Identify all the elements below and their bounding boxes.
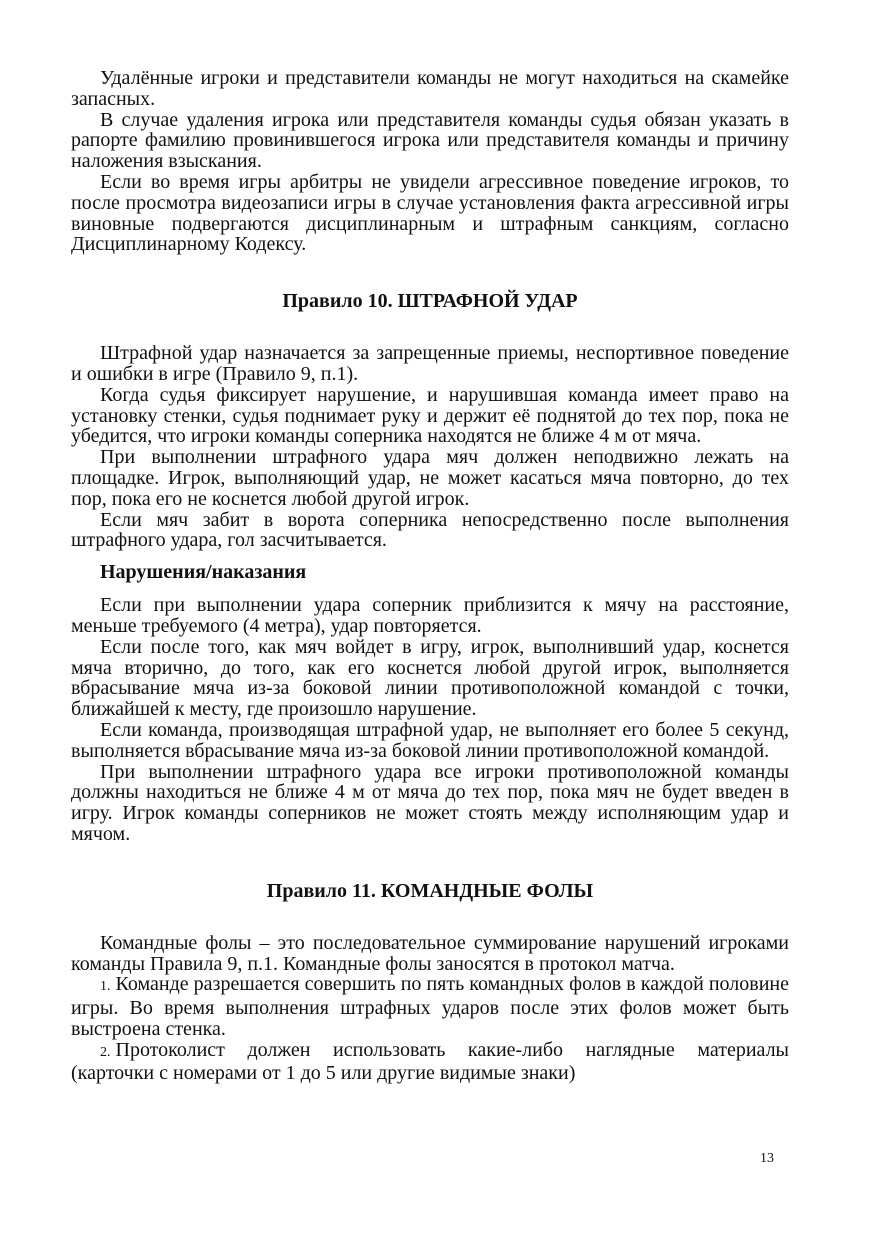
rule10-heading: Правило 10. ШТРАФНОЙ УДАР: [282, 290, 578, 313]
rule10-sub-paragraph-2: Если после того, как мяч войдет в игру, игрок, выполнивший удар, коснется мяча вторично, до того, как его коснется любой другой игрок, выполняется вбрасывание мяча из-за боковой линии противоположной командой с точки, ближайшей к месту, где произошло нарушение.: [71, 635, 789, 721]
list-item-number: 2.: [100, 1044, 111, 1060]
rule11-paragraph: Командные фолы – это последовательное суммирование нарушений игроками команды Правила 9, п.1. Командные фолы заносятся в протокол матча.: [71, 931, 789, 975]
rule10-subheading: Нарушения/наказания: [100, 561, 307, 584]
rule10-paragraph-4: Если мяч забит в ворота соперника непосредственно после выполнения штрафного удара, гол засчитывается.: [71, 508, 789, 552]
list-item-number: 1.: [100, 979, 111, 995]
rule10-sub-paragraph-3: Если команда, производящая штрафной удар, не выполняет его более 5 секунд, выполняется вбрасывание мяча из-за боковой линии противоположной командой.: [71, 718, 789, 762]
list-item-text: Команде разрешается совершить по пять командных фолов в каждой половине игры. Во время выполнения штрафных ударов после этих фолов может быть выстроена стенка.: [71, 973, 789, 1040]
rule10-paragraph-3: При выполнении штрафного удара мяч должен неподвижно лежать на площадке. Игрок, выполняющий удар, не может касаться мяча повторно, до тех пор, пока его не коснется любой другой игрок.: [71, 446, 789, 510]
intro-paragraph-3: Если во время игры арбитры не увидели агрессивное поведение игроков, то после просмотра видеозаписи игры в случае установления факта агрессивной игры виновные подвергаются дисциплинарным и штрафным санкциям, согласно Дисциплинарному Кодексу.: [71, 170, 789, 256]
rule10-paragraph-1: Штрафной удар назначается за запрещенные приемы, неспортивное поведение и ошибки в игре (Правило 9, п.1).: [71, 342, 789, 385]
intro-paragraph-1: Удалённые игроки и представители команды не могут находиться на скамейке запасных.: [71, 67, 789, 110]
rule10-sub-paragraph-1: Если при выполнении удара соперник приблизится к мячу на расстояние, меньше требуемого (4 метра), удар повторяется.: [71, 594, 789, 637]
rule10-paragraph-2: Когда судья фиксирует нарушение, и нарушившая команда имеет право на установку стенки, судья поднимает руку и держит её поднятой до тех пор, пока не убедится, что игроки команды соперника находятся не ближе 4 м от мяча.: [71, 383, 789, 448]
document-page: [71, 68, 789, 1084]
rule11-item-1: [71, 974, 789, 1039]
intro-paragraph-2: В случае удаления игрока или представителя команды судья обязан указать в рапорте фамилию провинившегося игрока или представителя команды и причину наложения взыскания.: [71, 108, 789, 173]
rule11-item-2: [71, 1040, 789, 1085]
page-number: 13: [760, 1151, 774, 1166]
rule10-sub-paragraph-4: При выполнении штрафного удара все игроки противоположной команды должны находиться не ближе 4 м от мяча до тех пор, пока мяч не будет введен в игру. Игрок команды соперников не может стоять между исполняющим удар и мячом.: [71, 760, 789, 845]
rule11-heading: Правило 11. КОМАНДНЫЕ ФОЛЫ: [266, 879, 594, 902]
list-item-text: Протоколист должен использовать какие-либо наглядные материалы (карточки с номерами от 1 до 5 или другие видимые знаки): [71, 1038, 789, 1085]
